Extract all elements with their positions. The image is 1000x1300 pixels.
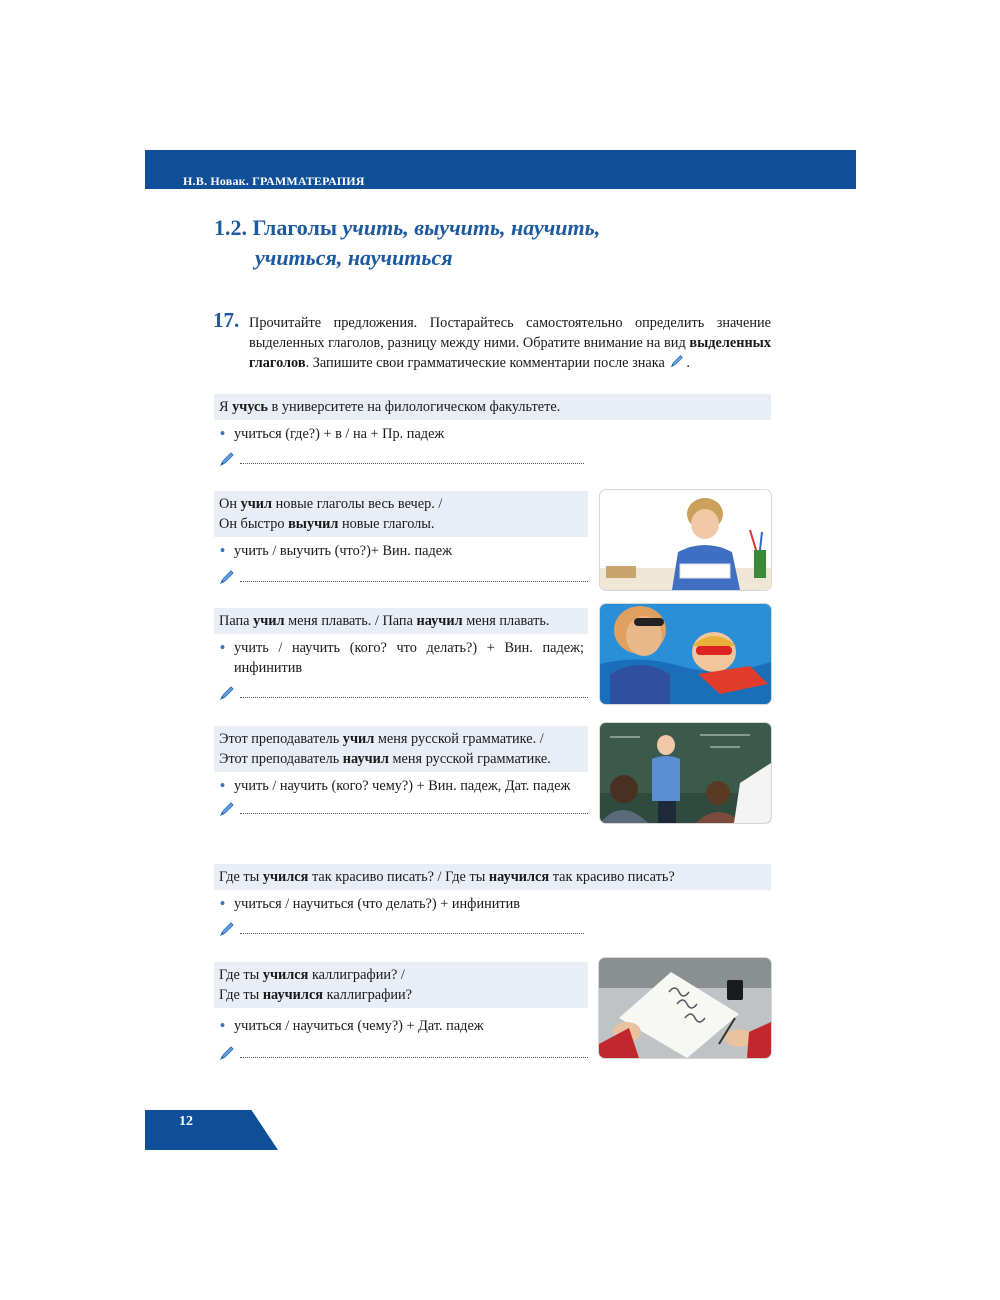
bullet: • (220, 543, 226, 559)
exercise-number: 17. (213, 308, 240, 332)
highlighted-verb: учил (253, 613, 285, 629)
example-block-1 (214, 394, 771, 470)
highlighted-verb: учился (262, 869, 309, 885)
sentence-line-2 (219, 751, 551, 767)
sentence-text: меня русской грамматике. / (374, 731, 544, 747)
dotted-answer-line[interactable] (240, 463, 584, 464)
rule-text: учить / научить (кого? что делать?) + Вин. падеж; инфинитив (234, 640, 584, 676)
grammar-rule (214, 776, 588, 796)
photo-classroom-teacher (600, 723, 771, 823)
dotted-answer-line[interactable] (240, 697, 588, 698)
grammar-rule (214, 424, 588, 444)
dotted-answer-line[interactable] (240, 813, 588, 814)
example-sentence (214, 962, 588, 1008)
photo-swimming-lesson (600, 604, 771, 704)
sentence-line-1 (219, 869, 675, 885)
instructions-text-a: Прочитайте предложения. Постарайтесь самостоятельно определить значение выделенных глаголов, разницу между ними. Обратите внимание на вид (249, 315, 771, 351)
section-title (214, 213, 600, 273)
section-title-verbs-2: учиться, научиться (255, 245, 453, 270)
example-sentence (214, 491, 588, 537)
grammar-rule (214, 1016, 588, 1036)
bullet: • (220, 896, 226, 912)
example-sentence (214, 726, 588, 772)
bullet: • (220, 778, 226, 794)
example-block-3 (214, 608, 588, 704)
sentence-text: Этот преподаватель (219, 731, 343, 747)
section-title-verbs-1: учить, выучить, научить, (342, 215, 601, 240)
dotted-answer-line[interactable] (240, 933, 584, 934)
sentence-text: Папа (219, 613, 254, 629)
highlighted-verb: учил (240, 496, 273, 512)
highlighted-verb: научился (262, 987, 324, 1003)
sentence-text: так красиво писать? / Где ты (308, 869, 489, 885)
sentence-line-1 (219, 496, 442, 512)
highlighted-verb: учусь (232, 399, 268, 415)
section-title-word: Глаголы (252, 215, 338, 240)
sentence-text: в университете на филологическом факультете. (267, 399, 561, 415)
pen-icon (218, 800, 236, 818)
instructions-text-b: . Запишите свои грамматические комментарии после знака (305, 355, 669, 371)
pen-icon (218, 568, 236, 586)
sentence-line-1 (219, 967, 405, 983)
rule-text: учить / научить (кого? чему?) + Вин. падеж, Дат. падеж (234, 778, 571, 794)
grammar-rule (214, 894, 598, 914)
running-header: Н.В. Новак. ГРАММАТЕРАПИЯ (183, 174, 365, 188)
sentence-text: новые глаголы. (338, 516, 435, 532)
comment-line[interactable] (214, 800, 588, 820)
bullet: • (220, 640, 226, 656)
highlighted-verb: научил (416, 613, 463, 629)
photo-calligraphy (599, 958, 771, 1058)
page-number-tab (145, 1110, 278, 1150)
pen-icon (218, 1044, 236, 1062)
sentence-text: новые глаголы весь вечер. / (272, 496, 443, 512)
photo-boy-studying (600, 490, 771, 590)
highlighted-verb: научил (342, 751, 389, 767)
pen-icon (218, 684, 236, 702)
instructions-text-end: . (686, 355, 690, 371)
sentence-line-2 (219, 516, 435, 532)
example-block-5 (214, 864, 771, 940)
sentence-text: меня русской грамматике. (388, 751, 551, 767)
instructions-bold: выделенных глаголов (249, 335, 771, 371)
sentence-line-1 (219, 731, 544, 747)
rule-text: учиться / научиться (чему?) + Дат. падеж (234, 1018, 484, 1034)
example-block-4 (214, 726, 588, 820)
sentence-text: меня плавать. / Папа (284, 613, 417, 629)
sentence-text: Где ты (219, 987, 263, 1003)
pen-icon (218, 920, 236, 938)
example-sentence (214, 608, 588, 634)
sentence-text: каллиграфии? / (308, 967, 405, 983)
highlighted-verb: учил (342, 731, 375, 747)
rule-text: учиться (где?) + в / на + Пр. падеж (234, 426, 445, 442)
rule-text: учить / выучить (что?)+ Вин. падеж (234, 543, 452, 559)
bullet: • (220, 426, 226, 442)
sentence-text: так красиво писать? (549, 869, 675, 885)
dotted-answer-line[interactable] (240, 581, 588, 582)
comment-line[interactable] (214, 450, 584, 470)
comment-line[interactable] (214, 1044, 588, 1064)
comment-line[interactable] (214, 920, 584, 940)
page-number: 12 (179, 1114, 193, 1129)
bullet: • (220, 1018, 226, 1034)
sentence-text: Он (219, 496, 241, 512)
example-block-2 (214, 491, 588, 588)
example-sentence (214, 864, 771, 890)
sentence-text: Я (219, 399, 233, 415)
section-number: 1.2. (214, 215, 247, 240)
sentence-line-1 (219, 613, 549, 629)
comment-line[interactable] (214, 568, 588, 588)
comment-line[interactable] (214, 684, 588, 704)
grammar-rule (214, 638, 588, 678)
dotted-answer-line[interactable] (240, 1057, 588, 1058)
grammar-rule (214, 541, 588, 561)
highlighted-verb: учился (262, 967, 309, 983)
pen-icon (218, 450, 236, 468)
sentence-text: Этот преподаватель (219, 751, 343, 767)
sentence-text: каллиграфии? (323, 987, 412, 1003)
sentence-text: Он быстро (219, 516, 289, 532)
sentence-line-1 (219, 399, 560, 415)
rule-text: учиться / научиться (что делать?) + инфинитив (234, 896, 521, 912)
sentence-text: Где ты (219, 967, 263, 983)
highlighted-verb: научился (488, 869, 550, 885)
sentence-line-2 (219, 987, 412, 1003)
highlighted-verb: выучил (288, 516, 339, 532)
pen-icon (668, 353, 686, 369)
exercise-instructions (249, 313, 771, 373)
example-block-6 (214, 962, 588, 1064)
example-sentence (214, 394, 771, 420)
sentence-text: меня плавать. (462, 613, 550, 629)
sentence-text: Где ты (219, 869, 263, 885)
